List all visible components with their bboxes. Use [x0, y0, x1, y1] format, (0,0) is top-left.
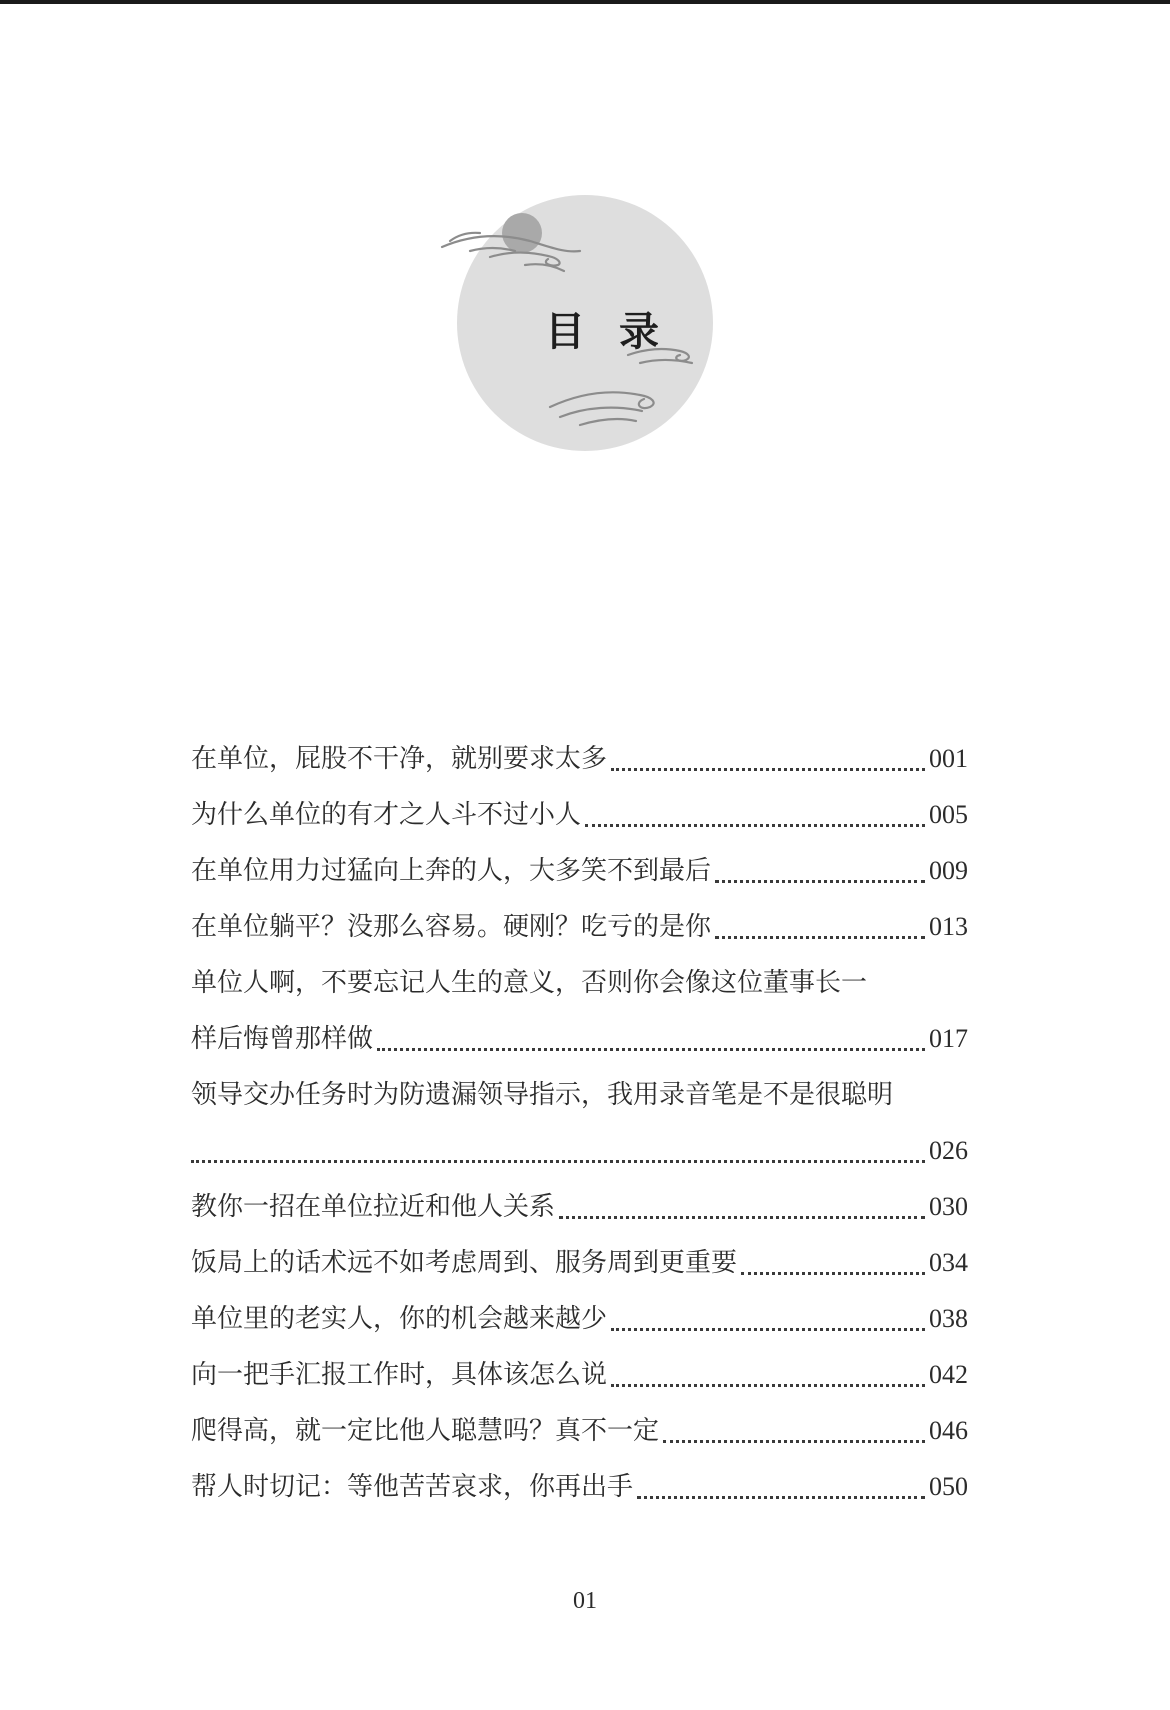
- toc-entry-title: 单位人啊，不要忘记人生的意义，否则你会像这位董事长一: [191, 968, 868, 998]
- page-number: 01: [573, 1588, 597, 1614]
- dot-leader: [611, 1328, 925, 1331]
- toc-entry[interactable]: [191, 1291, 968, 1347]
- toc-entry[interactable]: [191, 787, 968, 843]
- toc-entry[interactable]: [191, 843, 968, 899]
- toc-entry-page: 017: [929, 1024, 968, 1053]
- toc-entry-title: 单位里的老实人，你的机会越来越少: [191, 1304, 608, 1334]
- toc-entry-page: 038: [929, 1304, 968, 1333]
- toc-entry-title: 领导交办任务时为防遗漏领导指示，我用录音笔是不是很聪明: [191, 1080, 894, 1110]
- top-border-line: [0, 0, 1170, 4]
- toc-entry-page: 042: [929, 1360, 968, 1389]
- toc-entry[interactable]: [191, 731, 968, 787]
- toc-entry-title: 饭局上的话术远不如考虑周到、服务周到更重要: [191, 1248, 738, 1278]
- toc-entry-title: 在单位用力过猛向上奔的人，大多笑不到最后: [191, 856, 712, 886]
- toc-entry-title: 在单位躺平？没那么容易。硬刚？吃亏的是你: [191, 912, 712, 942]
- toc-entry-page: 013: [929, 912, 968, 941]
- dot-leader: [585, 824, 925, 827]
- toc-entry-line[interactable]: [191, 1067, 968, 1123]
- dot-leader: [611, 1384, 925, 1387]
- toc-entry[interactable]: [191, 1123, 968, 1179]
- table-of-contents: [191, 731, 968, 1515]
- toc-entry-line[interactable]: [191, 955, 968, 1011]
- toc-entry-title: 向一把手汇报工作时，具体该怎么说: [191, 1360, 608, 1390]
- page-title: 目录: [545, 309, 693, 355]
- dot-leader: [559, 1216, 925, 1219]
- toc-entry-page: 034: [929, 1248, 968, 1277]
- dot-leader: [377, 1048, 925, 1051]
- toc-entry-title: 教你一招在单位拉近和他人关系: [191, 1192, 556, 1222]
- toc-entry-page: 026: [929, 1136, 968, 1165]
- toc-entry[interactable]: [191, 1459, 968, 1515]
- toc-entry[interactable]: [191, 1347, 968, 1403]
- toc-entry-title: 在单位，屁股不干净，就别要求太多: [191, 744, 608, 774]
- toc-entry-title: 爬得高，就一定比他人聪慧吗？真不一定: [191, 1416, 660, 1446]
- dot-leader: [191, 1160, 925, 1163]
- dot-leader: [741, 1272, 925, 1275]
- dot-leader: [715, 880, 925, 883]
- toc-entry[interactable]: [191, 1011, 968, 1067]
- dot-leader: [637, 1496, 925, 1499]
- toc-entry[interactable]: [191, 1235, 968, 1291]
- toc-entry-title: 帮人时切记：等他苦苦哀求，你再出手: [191, 1472, 634, 1502]
- toc-entry-page: 005: [929, 800, 968, 829]
- toc-entry-page: 050: [929, 1472, 968, 1501]
- toc-entry-title-continued: 样后悔曾那样做: [191, 1024, 374, 1054]
- dot-leader: [611, 768, 925, 771]
- toc-entry-page: 001: [929, 744, 968, 773]
- toc-entry[interactable]: [191, 1179, 968, 1235]
- dot-leader: [715, 936, 925, 939]
- small-moon-icon: [502, 213, 542, 253]
- dot-leader: [663, 1440, 925, 1443]
- toc-entry-title: 为什么单位的有才之人斗不过小人: [191, 800, 582, 830]
- toc-entry-page: 046: [929, 1416, 968, 1445]
- toc-entry[interactable]: [191, 899, 968, 955]
- toc-entry-page: 030: [929, 1192, 968, 1221]
- toc-entry-page: 009: [929, 856, 968, 885]
- toc-entry[interactable]: [191, 1403, 968, 1459]
